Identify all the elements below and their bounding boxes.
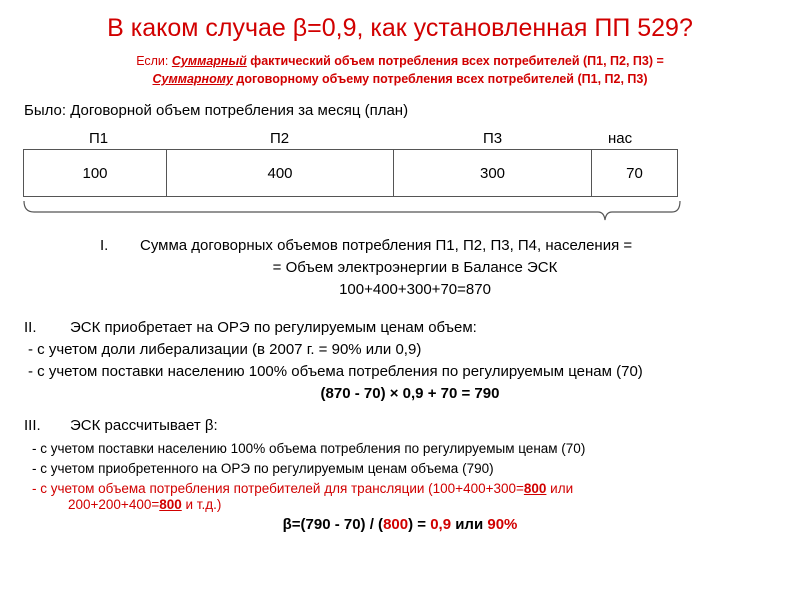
condition-prefix: Если: — [136, 54, 172, 68]
header-p1: П1 — [89, 130, 109, 147]
beta-percent: 90% — [487, 516, 518, 533]
section3-item3-e: 800 — [159, 497, 182, 512]
header-p3: П3 — [483, 130, 503, 147]
section3-item3-d: 200+200+400= — [68, 497, 160, 512]
header-population: нас — [608, 130, 633, 147]
condition-line2-rest: договорному объему потребления всех потребителей (П1, П2, П3) — [232, 72, 648, 86]
section1-number: I. — [100, 237, 109, 254]
value-p2: 400 — [166, 149, 394, 197]
section3-item3-f: и т.д.) — [181, 497, 222, 512]
plan-label: Было: Договорной объем потребления за месяц (план) — [24, 102, 409, 119]
section2-item1: - с учетом доли либерализации (в 2007 г. = 90% или 0,9) — [28, 341, 422, 358]
section1-line1: Сумма договорных объемов потребления П1, П2, П3, П4, населения = — [140, 237, 633, 254]
section3-number: III. — [24, 417, 41, 434]
section3-item3-cont — [68, 497, 221, 512]
section2-item2: - с учетом поставки населению 100% объема потребления по регулируемым ценам (70) — [28, 363, 643, 380]
value-p3: 300 — [393, 149, 592, 197]
section3-heading: ЭСК рассчитывает β: — [70, 417, 218, 434]
section3-item3-a: - с учетом объема потребления потребителей для трансляции (100+400+300= — [32, 481, 524, 496]
beta-formula-c: ) = — [408, 516, 431, 533]
beta-formula — [0, 516, 800, 533]
condition-word-sum: Суммарный — [171, 54, 247, 68]
header-p2: П2 — [270, 130, 290, 147]
section3-item3-b: 800 — [523, 481, 547, 496]
beta-formula-800: 800 — [383, 516, 409, 533]
section1-line3: 100+400+300+70=870 — [339, 281, 491, 298]
section3-item3-c: или — [546, 481, 574, 496]
section3-item3 — [32, 481, 573, 496]
beta-formula-a: β=(790 - 70) / ( — [282, 516, 384, 533]
value-p1: 100 — [23, 149, 167, 197]
section2-formula: (870 - 70) × 0,9 + 70 = 790 — [320, 385, 500, 402]
section1-line2: = Объем электроэнергии в Балансе ЭСК — [272, 259, 558, 276]
value-population: 70 — [591, 149, 678, 197]
section2-number: II. — [24, 319, 37, 336]
page-title: В каком случае β=0,9, как установленная ПП 529? — [107, 14, 693, 42]
section3-item1: - с учетом поставки населению 100% объема потребления по регулируемым ценам (70) — [32, 441, 586, 456]
section2-heading: ЭСК приобретает на ОРЭ по регулируемым ценам объем: — [70, 319, 477, 336]
beta-formula-e: или — [451, 516, 488, 533]
section3-item2: - с учетом приобретенного на ОРЭ по регулируемым ценам объема (790) — [32, 461, 494, 476]
beta-value: 0,9 — [430, 516, 452, 533]
condition-word-sum2: Суммарному — [152, 72, 233, 86]
condition-line1-rest: фактический объем потребления всех потребителей (П1, П2, П3) = — [246, 54, 664, 68]
